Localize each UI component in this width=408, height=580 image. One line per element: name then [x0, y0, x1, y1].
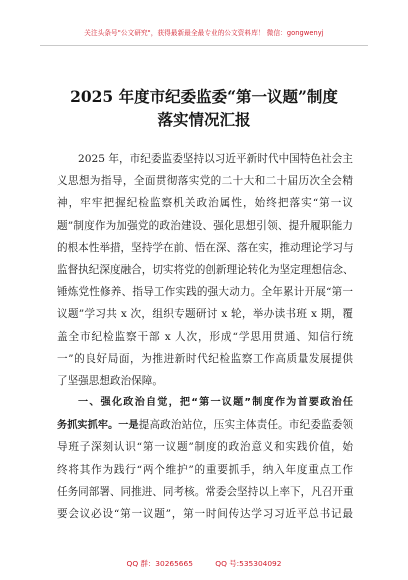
body-line: 义思想为指导，全面贯彻落实党的二十大和二十届历次全会精: [57, 175, 353, 188]
header-divider: [40, 45, 368, 46]
document-title-line-2: 落实情况汇报: [157, 110, 251, 129]
document-body: [57, 148, 353, 525]
section-heading-line-1: 一、强化政治自觉，把“第一议题”制度作为首要政治任: [78, 397, 353, 409]
body-line: 锤炼党性修养、指导工作实践的强大动力。全年累计开展“第一: [57, 286, 353, 299]
section-heading-line-2: [57, 414, 353, 436]
body-line: 的根本性举措，坚持学在前、悟在深、落在实，推动理论学习与: [57, 241, 354, 254]
body-line: 神，牢牢把握纪检监察机关政治属性，始终把落实“第一议: [57, 197, 353, 210]
body-line: 一”的良好局面，为推进新时代纪检监察工作高质量发展提供: [57, 352, 353, 365]
section-heading-bold-part: 务抓实抓牢。一是: [57, 420, 139, 432]
footer-qq-group: QQ 群：30265665: [126, 559, 193, 568]
section-body-line: 任务同部署、同推进、同考核。常委会坚持以上率下，凡召开重: [57, 485, 354, 498]
section-body-line: 导班子深刻认识“第一议题”制度的政治意义和实践价值，始: [57, 441, 353, 454]
section-body-line: 要会议必设“第一议题”，第一时间传达学习习近平总书记最: [57, 508, 353, 520]
header-banner: 关注头条号"公文研究"，获得最新最全最专业的公文资料库！ 微信：gongwenyj: [84, 29, 324, 37]
body-line: 议题”学习共 x 次，组织专题研讨 x 轮，举办读书班 x 期，覆: [57, 308, 353, 321]
body-line: 监督执纪深度融合，切实将党的创新理论转化为坚定理想信念、: [57, 263, 354, 276]
section-heading-rest: 提高政治站位，压实主体责任。市纪委监委领: [138, 419, 353, 432]
footer-qq-number: QQ 号:535304092: [215, 559, 282, 568]
body-line: 2025 年，市纪委监委坚持以习近平新时代中国特色社会主: [78, 153, 353, 165]
body-line: 盖全市纪检监察干部 x 人次，形成“学思用贯通、知信行统: [57, 330, 353, 343]
body-line: 题”制度作为加强党的政治建设、强化思想引领、提升履职能力: [57, 219, 353, 232]
section-body-line: 终将其作为践行“两个维护”的重要抓手，纳入年度重点工作: [57, 463, 353, 476]
body-line: 了坚强思想政治保障。: [57, 374, 163, 387]
document-title-line-1: 2025 年度市纪委监委“第一议题”制度: [70, 87, 338, 106]
footer-contact: [0, 558, 408, 569]
